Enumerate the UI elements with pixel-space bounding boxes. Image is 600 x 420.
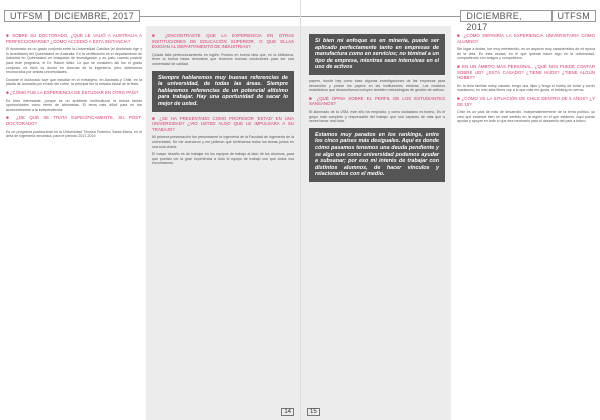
right-header — [301, 10, 596, 32]
paragraph: Quizás falta perfeccionamiento en inglés. Pocitos en buena idea que, en la biblioteca, tener la buena hasta demostrar que tenemos buenas condiciones para ser una universidad de calidad. — [152, 52, 294, 66]
question-heading: ■ ¿DE QUÉ SE TRATA ESPECÍFICAMENTE, SU POST-DOCTORADO? — [6, 115, 142, 126]
question-heading: ■ ¿SE HA PRESENTADO COMO PROFESOR 'ESTAD' EN UNA UNIVERSIDAD? ¿VIO USTED ALGO QUE LE IMPULSARA A SU TRABAJO? — [152, 116, 294, 133]
question-heading: ■ ¿CÓMO VE LA SITUACIÓN DE CHILE DENTRO DE 5 AÑOS? ¿Y DE 10? — [457, 96, 595, 107]
paragraph: Mi primera presentación fue presentarme la ingeniería de la Facultad de Ingeniería de la universidad. Se me acercaron y me pidieron que tuviéramos todos los temas juntos en una sola charla. — [152, 135, 294, 149]
paragraph: El alumnado de la USM, este año ha mejorado, y como ciudadano es bueno. Es el grupo más completo y responsable del trabajo: que son capaces de más que a veces tomar una hora. — [309, 109, 445, 124]
page-number-left: 14 — [281, 408, 294, 416]
header-rule — [301, 16, 460, 17]
paragraph: Durante el doctorado tuve que estudiar en el extranjero, en Australia y Chile, en la planta de Australia por el lado del cobre, la principal fue la estadía inicial de la tesis. — [6, 77, 142, 87]
question-heading: ■ SOBRE SU DOCTORADO, ¿QUÉ LE VALIÓ A AUSTRALIA A PERFECCIONARSE? ¿CÓMO ACCEDIÓ A ESTA INSTANCIA? — [6, 33, 142, 44]
header-rule — [140, 16, 300, 17]
paragraph: Chile es un país de más de desarrollo. Independientemente de la tema político, yo creo que estamos bien en este sentido en la región en el que estamos. Aquí puede ayudar y apoyar en todo lo que sea necesario para el desarrollo del país a futuro. — [457, 110, 595, 124]
paragraph: Sin lugar a dudas, fue muy entretenido, es un aspecto muy característico de mi época de la vida. En esta ciudad, en el que quieras hacer algo en la universidad, compartiendo con amigos y compañeros. — [457, 47, 595, 61]
page-number-right: 15 — [307, 408, 320, 416]
pull-quote: Estamos muy parados en los rankings, entre los cinco países más desiguales. Aquí es donde cómo pasamos tenemos una deuda pendiente y se algo que como universidad podemos ayudar a subsanar; por eso mi interés de trabajar con distintos alumnos, de hacer vínculos y relacionarlos con el medio. — [309, 128, 445, 182]
header-org: UTFSM — [4, 10, 49, 22]
paragraph: papers, donde hay como base algunas investigaciones de las empresas para desarrollar y probar los papers en las instituciones mineras. Los modelos estadísticos que desarrollamos incluyen también metodologías de gestión de activos. — [309, 78, 445, 93]
header-org: UTFSM — [552, 10, 597, 22]
column-3 — [309, 30, 445, 186]
right-page — [300, 0, 600, 420]
paragraph: En la feria familiar estoy casado, tengo dos hijos y tengo el hobby de trotar y correr maratones; en mis ratos libres voy a lo que más me gusta, el trekking en cerros. — [457, 83, 595, 93]
paragraph: El doctorado es un grado conjunto entre la Universidad Católica (el doctorado rige y lo acreditado) del Queensland en Australia. En la certificación es el departamento de Industria en Queensland en búsqueda de investigación y es justo cuando postulé para este programa, el Dr. Rainer Walz. Lo que se consideró allí fue el grado conjunto: mi título es doctor en ciencias de la ingeniería, pero obtenemos reconocidos por ambas universidades. — [6, 47, 142, 75]
column-2 — [152, 30, 294, 169]
column-4 — [457, 30, 595, 127]
paragraph: Es un programa postdoctoral en la Universidad Técnica Federico Santa María, en el área de ingeniería mecánica, para el periodo 2017-2019. — [6, 129, 142, 139]
header-date: DICIEMBRE, 2017 — [49, 10, 141, 22]
question-heading: ■ ¿CÓMO FUE LA EXPERIENCIA DE ESTUDIAR EN OTRO PAÍS? — [6, 90, 142, 96]
pull-quote: Siempre hablaremos muy buenas referencias de la universidad, de todas las áreas. Siempre hablaremos referencias de un potencial altísimo para trabajar. Hay una oportunidad de sacar lo mejor de usted. — [152, 71, 294, 112]
column-1 — [6, 30, 142, 142]
question-heading: ■ EN UN ÁMBITO MÁS PERSONAL, ¿QUÉ NOS PUEDE CONTAR SOBRE UD? ¿ESTÁ CASADO? ¿TIENE HIJOS? ¿TIENE ALGÚN HOBBY? — [457, 64, 595, 81]
question-heading: ■ ¿ENCONTRASTE QUE LA EXPERIENCIA EN OTRAS INSTITUCIONES DE EDUCACIÓN SUPERIOR, O QUE ELLAS EXIGÍAN AL DEPARTAMENTO DE INDUSTRIAS? — [152, 33, 294, 50]
question-heading: ■ ¿CÓMO DEFINIRÍA LA EXPERIENCIA UNIVERSITARIA COMO ALUMNO? — [457, 33, 595, 44]
paragraph: El mayor desafío es de trabajar en los equipos de trabajo al lado de los alumnos, para que puedan ver la gran experiencia a todo el equipo de trabajo con que todos nos encontramos. — [152, 152, 294, 166]
question-heading: ■ ¿QUÉ OPINA SOBRE EL PERFIL DE LOS ESTUDIANTES SANSANOS? — [309, 96, 445, 107]
paragraph: Es bien interesante, porque es un ambiente multicultural; te brinda tantas oportunidades como tenés de afrontarlas. El tema más difícil para mí fue acostumbrarme a la independencia. — [6, 98, 142, 112]
pull-quote: Si bien mi enfoque es en minería, puede ser aplicado perfectamente tanto en empresas de manufactura como en servicios; no téminal a un tipo de empresa, mientras sean intensivas en el uso de activos — [309, 34, 445, 75]
header-date: DICIEMBRE, 2017 — [460, 10, 551, 22]
left-header — [4, 10, 300, 22]
